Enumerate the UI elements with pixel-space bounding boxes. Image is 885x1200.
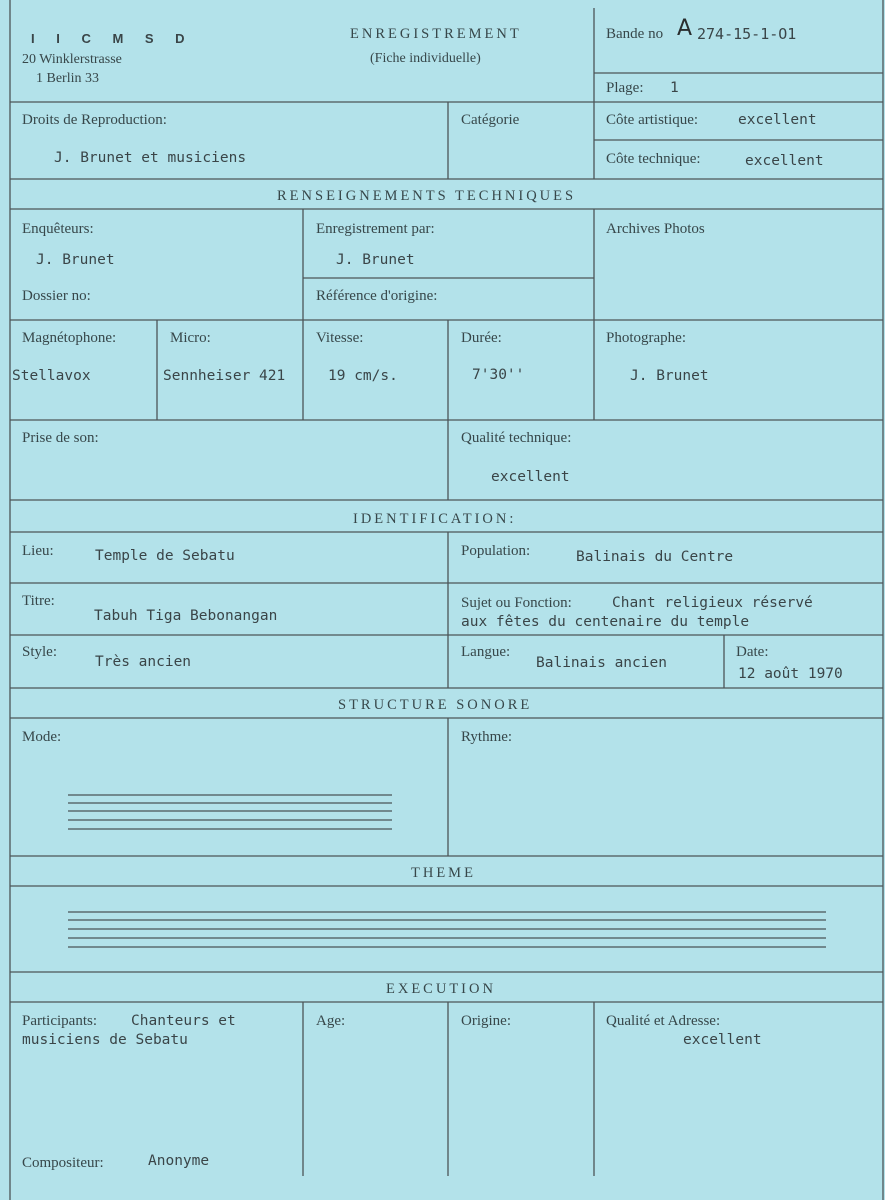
date-label: Date:: [736, 644, 769, 660]
lieu-label: Lieu:: [22, 543, 54, 559]
identification-section-title: IDENTIFICATION:: [353, 511, 517, 527]
droits-value: J. Brunet et musiciens: [54, 150, 247, 166]
photographe-label: Photographe:: [606, 330, 686, 346]
magnetophone-value: Stellavox: [12, 368, 91, 384]
theme-section-title: THEME: [411, 865, 476, 881]
droits-label: Droits de Reproduction:: [22, 112, 167, 128]
plage-label: Plage:: [606, 80, 644, 96]
micro-value: Sennheiser 421: [163, 368, 286, 384]
enregistrement-par-label: Enregistrement par:: [316, 221, 435, 237]
cote-technique-value: excellent: [745, 153, 824, 169]
qualite-adresse-label: Qualité et Adresse:: [606, 1013, 721, 1029]
prise-de-son-label: Prise de son:: [22, 430, 99, 446]
archives-photos-label: Archives Photos: [606, 221, 705, 237]
population-value: Balinais du Centre: [576, 549, 734, 565]
enregistrement-par-value: J. Brunet: [336, 252, 415, 268]
vitesse-label: Vitesse:: [316, 330, 364, 346]
org-city: 1 Berlin 33: [36, 71, 99, 86]
categorie-label: Catégorie: [461, 112, 520, 128]
population-label: Population:: [461, 543, 531, 559]
origine-label: Origine:: [461, 1013, 511, 1029]
vitesse-value: 19 cm/s.: [328, 368, 398, 384]
rythme-label: Rythme:: [461, 729, 513, 745]
bande-handwritten-mark: A: [677, 16, 693, 41]
execution-section-title: EXECUTION: [386, 981, 496, 997]
qualite-technique-value: excellent: [491, 469, 570, 485]
bande-label: Bande no: [606, 26, 664, 42]
titre-label: Titre:: [22, 593, 55, 609]
titre-value: Tabuh Tiga Bebonangan: [94, 608, 278, 624]
micro-label: Micro:: [170, 330, 211, 346]
mode-label: Mode:: [22, 729, 62, 745]
langue-label: Langue:: [461, 644, 511, 660]
duree-label: Durée:: [461, 330, 502, 346]
participants-label: Participants:: [22, 1013, 97, 1029]
dossier-label: Dossier no:: [22, 288, 91, 304]
participants-value-line-2: musiciens de Sebatu: [22, 1032, 188, 1048]
qualite-adresse-value: excellent: [683, 1032, 762, 1048]
sujet-label: Sujet ou Fonction:: [461, 595, 572, 611]
plage-value: 1: [670, 80, 679, 96]
photographe-value: J. Brunet: [630, 368, 709, 384]
form-title: ENREGISTREMENT: [350, 26, 522, 42]
enqueteurs-label: Enquêteurs:: [22, 221, 94, 237]
technical-section-title: RENSEIGNEMENTS TECHNIQUES: [277, 188, 577, 204]
org-street: 20 Winklerstrasse: [22, 52, 122, 67]
date-value: 12 août 1970: [738, 666, 843, 682]
org-acronym: I I C M S D: [31, 31, 194, 46]
age-label: Age:: [316, 1013, 346, 1029]
bande-value: 274-15-1-O1: [697, 25, 797, 43]
compositeur-value: Anonyme: [148, 1153, 210, 1169]
form-subtitle: (Fiche individuelle): [370, 51, 481, 66]
compositeur-label: Compositeur:: [22, 1155, 104, 1171]
reference-label: Référence d'origine:: [316, 288, 438, 304]
sujet-value-line-2: aux fêtes du centenaire du temple: [461, 614, 750, 630]
cote-technique-label: Côte technique:: [606, 151, 701, 167]
cote-artistique-value: excellent: [738, 112, 817, 128]
cote-artistique-label: Côte artistique:: [606, 112, 699, 128]
lieu-value: Temple de Sebatu: [95, 548, 235, 564]
enqueteurs-value: J. Brunet: [36, 252, 115, 268]
structure-section-title: STRUCTURE SONORE: [338, 697, 533, 713]
magnetophone-label: Magnétophone:: [22, 330, 117, 346]
style-value: Très ancien: [95, 654, 192, 670]
langue-value: Balinais ancien: [536, 655, 667, 671]
qualite-technique-label: Qualité technique:: [461, 430, 572, 446]
duree-value: 7'30'': [472, 367, 525, 383]
sujet-value-line-1: Chant religieux réservé: [612, 595, 813, 611]
style-label: Style:: [22, 644, 58, 660]
participants-value-line-1: Chanteurs et: [131, 1013, 236, 1029]
